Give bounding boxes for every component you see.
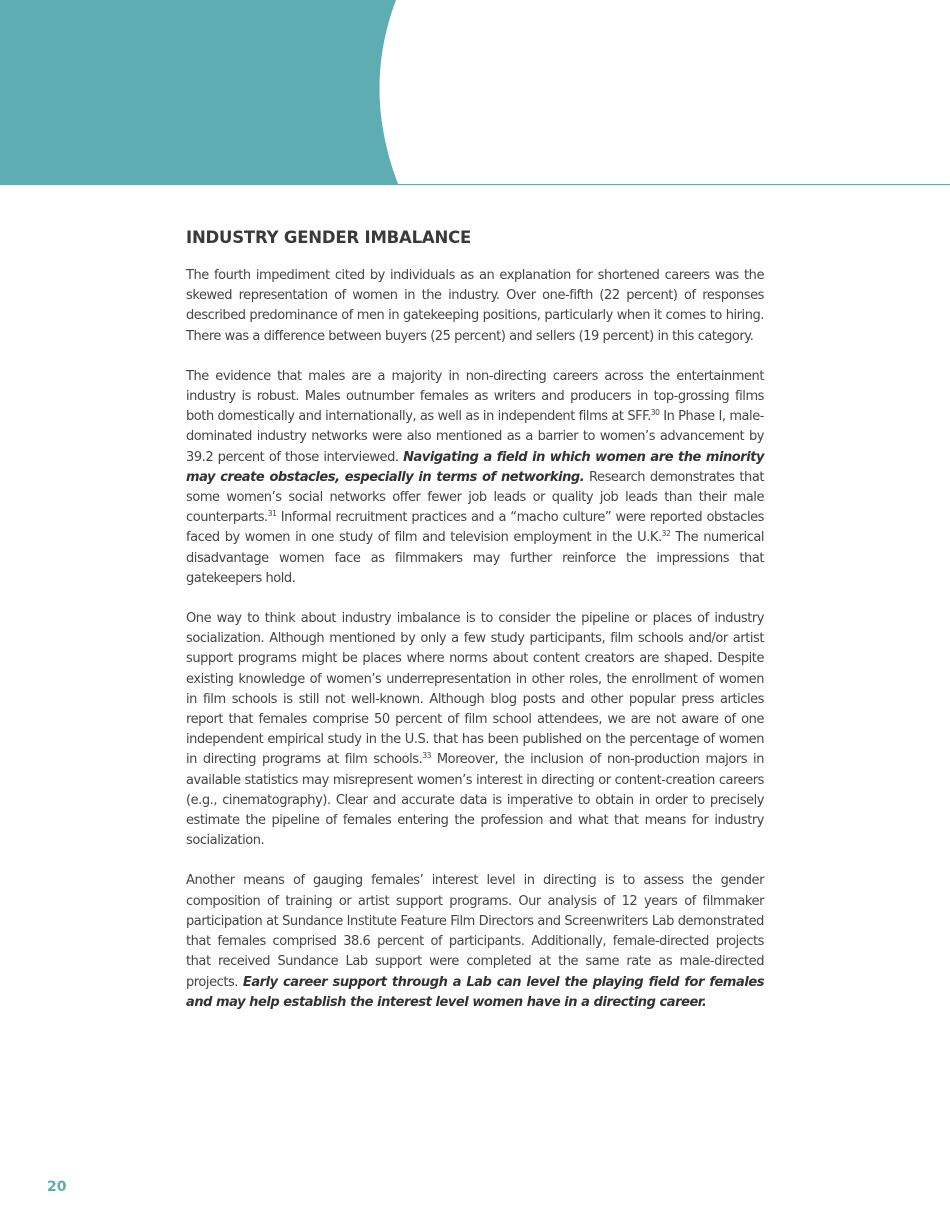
paragraph-1: The fourth impediment cited by individuals as an explanation for shortened careers was the skewed representation of women in the industry. Over one-fifth (22 percent) of responses described predominance of men in gatekeeping positions, particularly when it comes to hiring. There was a difference between buyers (25 percent) and sellers (19 percent) in this category. [186, 268, 764, 344]
footnote-ref-31[interactable]: 31 [267, 509, 277, 519]
paragraph-3-text: Moreover, the inclusion of non-production majors in available statistics may misrepresent women’s interest in directing or content-creation careers (e.g., cinematography). Clear and accurate data is imperative to obtain in order to precisely estimate the pipeline of females entering the profession and what that means for industry socialization. [186, 752, 765, 849]
footnote-ref-30[interactable]: 30 [650, 408, 660, 418]
footnote-ref-33[interactable]: 33 [422, 751, 431, 761]
paragraph-3-text: One way to think about industry imbalance is to consider the pipeline or places of industry socialization. Although mentioned by only a few study participants, film schools and/or artist support programs might be places where norms about content creators are shaped. Despite existing knowledge of women’s underrepresentation in other roles, the enrollment of women in film schools is still not well-known. Although blog posts and other popular press articles report that females comprise 50 percent of film school attendees, we are not aware of one independent empirical study in the U.S. that has been published on the percentage of women in directing programs at film schools. [186, 611, 764, 768]
emphasis-text: Early career support through a Lab can level the playing field for females and may help establish the interest level women have in a directing career. [186, 974, 764, 1010]
section-title: INDUSTRY GENDER IMBALANCE [186, 228, 472, 247]
paragraph-2-text: Informal recruitment practices and a “macho culture” were reported obstacles faced by women in one study of film and television employment in the U.K. [186, 510, 764, 546]
emphasis-text: Navigating a field in which women are the minority may create obstacles, especially in terms of networking. [186, 449, 764, 485]
teal-header-shape [0, 0, 398, 184]
paragraph-2-text: The numerical disadvantage women face as filmmakers may further reinforce the impressions that gatekeepers hold. [186, 530, 765, 586]
paragraph-2-text: In Phase I, male-dominated industry networks were also mentioned as a barrier to women’s advancement by 39.2 percent of those interviewed. [186, 409, 764, 465]
paragraph-3 [186, 609, 764, 851]
page-number: 20 [47, 1179, 67, 1195]
paragraph-2 [186, 367, 764, 589]
paragraph-2-text: The evidence that males are a majority in non-directing careers across the entertainment industry is robust. Males outnumber females as writers and producers in top-grossing films both domestically and internationally, as well as in independent films at SFF. [186, 368, 764, 425]
header-band [0, 0, 950, 186]
footnote-ref-32[interactable]: 32 [661, 529, 671, 539]
paragraph-2-text: Research demonstrates that some women’s social networks offer fewer job leads or quality job leads than their male counterparts. [186, 469, 764, 526]
paragraph-4-text: Another means of gauging females’ interest level in directing is to assess the gender composition of training or artist support programs. Our analysis of 12 years of filmmaker participation at Sundance Institute Feature Film Directors and Screenwriters Lab demonstrated that females comprised 38.6 percent of participants. Additionally, female-directed projects that received Sundance Lab support were completed at the same rate as male-directed projects. [186, 873, 764, 990]
main-content [186, 228, 764, 1033]
paragraph-4 [186, 871, 764, 1012]
